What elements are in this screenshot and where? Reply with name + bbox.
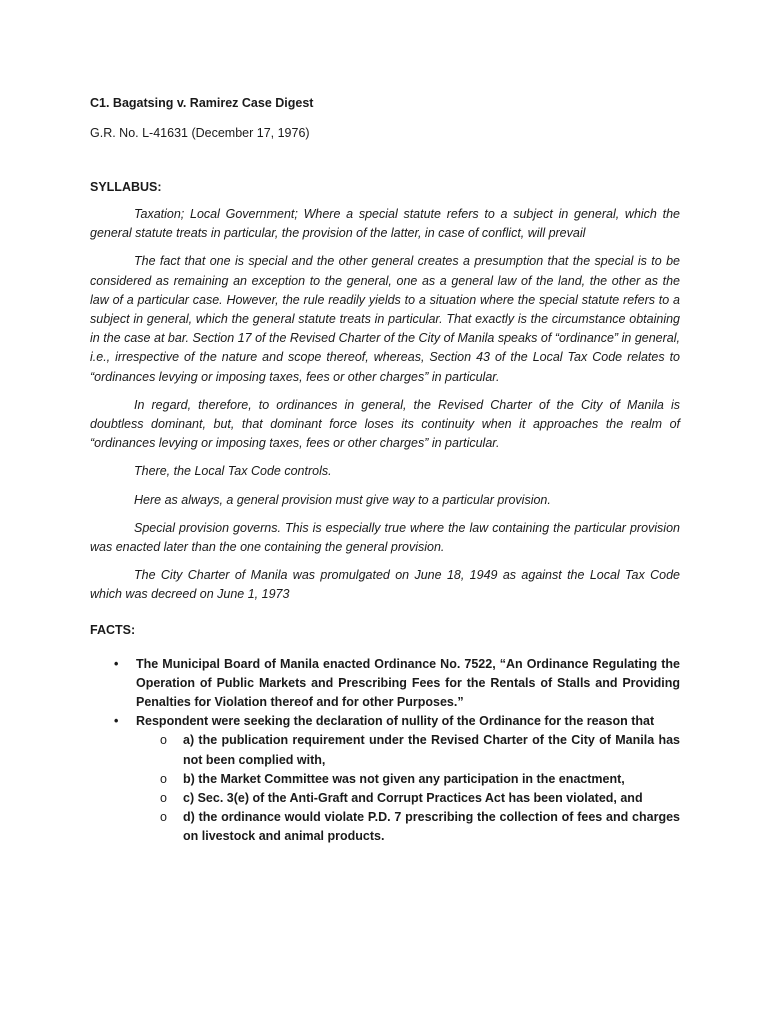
reasons-list xyxy=(136,731,680,846)
syllabus-paragraph: In regard, therefore, to ordinances in general, the Revised Charter of the City of Manila is doubtless dominant, but, that dominant force loses its continuity when it approaches the realm of “ordinances levying or imposing taxes, fees or other charges” in particular. xyxy=(90,397,680,451)
gr-number: G.R. No. L-41631 (December 17, 1976) xyxy=(90,126,310,140)
syllabus-paragraph: There, the Local Tax Code controls. xyxy=(134,464,332,479)
bullet-icon: • xyxy=(114,656,119,671)
circle-bullet-icon: o xyxy=(160,733,167,748)
syllabus-paragraph: Taxation; Local Government; Where a special statute refers to a subject in general, which the general statute treats in particular, the provision of the latter, in case of conflict, will prevail xyxy=(90,207,680,241)
reason-text: d) the ordinance would violate P.D. 7 prescribing the collection of fees and charges on livestock and animal products. xyxy=(183,810,680,844)
reason-text: c) Sec. 3(e) of the Anti-Graft and Corrupt Practices Act has been violated, and xyxy=(183,791,643,806)
list-item xyxy=(136,731,680,769)
syllabus-paragraph: The City Charter of Manila was promulgated on June 18, 1949 as against the Local Tax Code which was decreed on June 1, 1973 xyxy=(90,568,680,602)
syllabus-paragraph: The fact that one is special and the other general creates a presumption that the special is to be considered as remaining an exception to the general, one as a general law of the land, the other as the law of a particular case. However, the rule readily yields to a situation where the special statute refers to a subject in general, which the general statute treats in particular. That exactly is the circumstance obtaining in the case at bar. Section 17 of the Revised Charter of the City of Manila speaks of “ordinance” in general, i.e., irrespective of the nature and scope thereof, whereas, Section 43 of the Local Tax Code relates to “ordinances levying or imposing taxes, fees or other charges” in particular. xyxy=(90,254,680,384)
reason-text: b) the Market Committee was not given any participation in the enactment, xyxy=(183,771,625,786)
bullet-icon: • xyxy=(114,714,119,729)
syllabus-paragraph: Here as always, a general provision must give way to a particular provision. xyxy=(134,492,551,507)
fact-text: Respondent were seeking the declaration of nullity of the Ordinance for the reason that xyxy=(136,714,655,729)
list-item xyxy=(136,789,680,808)
facts-heading: FACTS: xyxy=(90,622,136,637)
circle-bullet-icon: o xyxy=(160,810,167,825)
list-item xyxy=(136,770,680,789)
list-item xyxy=(90,712,680,846)
circle-bullet-icon: o xyxy=(160,791,167,806)
document-page xyxy=(90,84,680,847)
reason-text: a) the publication requirement under the Revised Charter of the City of Manila has not been complied with, xyxy=(183,733,680,767)
syllabus-body xyxy=(90,205,680,605)
syllabus-heading: SYLLABUS: xyxy=(90,180,162,194)
circle-bullet-icon: o xyxy=(160,771,167,786)
list-item xyxy=(136,808,680,846)
document-title: C1. Bagatsing v. Ramirez Case Digest xyxy=(90,96,314,110)
facts-list xyxy=(90,655,680,847)
fact-text: The Municipal Board of Manila enacted Ordinance No. 7522, “An Ordinance Regulating the Operation of Public Markets and Prescribing Fees for the Rentals of Stalls and Providing Penalties for Violation thereof and for other Purposes.” xyxy=(136,656,680,710)
list-item xyxy=(90,655,680,713)
syllabus-paragraph: Special provision governs. This is especially true where the law containing the particular provision was enacted later than the one containing the general provision. xyxy=(90,520,680,555)
